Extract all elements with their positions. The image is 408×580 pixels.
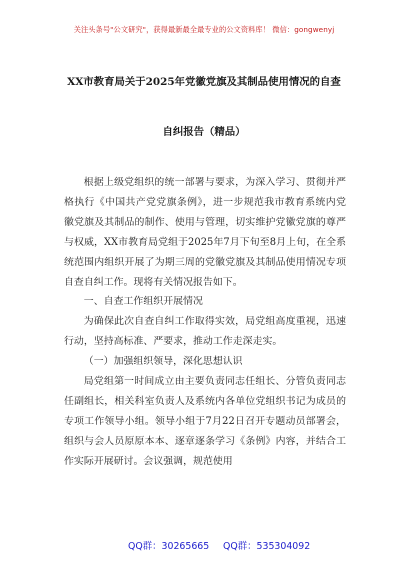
body-paragraph: 为确保此次自查自纠工作取得实效，局党组高度重视，迅速行动，坚持高标准、严要求，推动工作走深走实。 bbox=[64, 316, 346, 348]
document-title-continued: 自纠报告（精品） bbox=[162, 126, 246, 138]
qq-group-2: QQ群：535304092 bbox=[223, 541, 311, 552]
intro-paragraph: 根据上级党组织的统一部署与要求，为深入学习、贯彻并严格执行《中国共产党党旗条例》，进一步规范我市教育系统内党徽党旗及其制品的制作、使用与管理，切实维护党徽党旗的尊严与权威，XX市教育局党组于2025年7月下旬至8月上旬，在全系统范围内组织开展了为期三周的党徽党旗及其制品使用情况专项自查自纠工作。现将有关情况报告如下。 bbox=[64, 177, 346, 288]
header-banner: 关注头条号"公文研究"，获得最新最全最专业的公文资料库！ 微信：gongwenyj bbox=[73, 25, 335, 34]
document-title: XX市教育局关于2025年党徽党旗及其制品使用情况的自查 bbox=[67, 76, 341, 88]
subsection-heading: （一）加强组织领导，深化思想认识 bbox=[83, 356, 243, 368]
document-body bbox=[64, 173, 346, 472]
section-heading: 一、自查工作组织开展情况 bbox=[83, 296, 203, 308]
qq-group-1: QQ群：30265665 bbox=[128, 541, 210, 552]
body-paragraph: 局党组第一时间成立由主要负责同志任组长、分管负责同志任副组长，相关科室负责人及系统内各单位党组织书记为成员的专项工作领导小组。领导小组于7月22日召开专题动员部署会，组织与会人员原原本本、逐章逐条学习《条例》内容，并结合工作实际开展研讨。会议强调，规范使用 bbox=[64, 376, 346, 467]
